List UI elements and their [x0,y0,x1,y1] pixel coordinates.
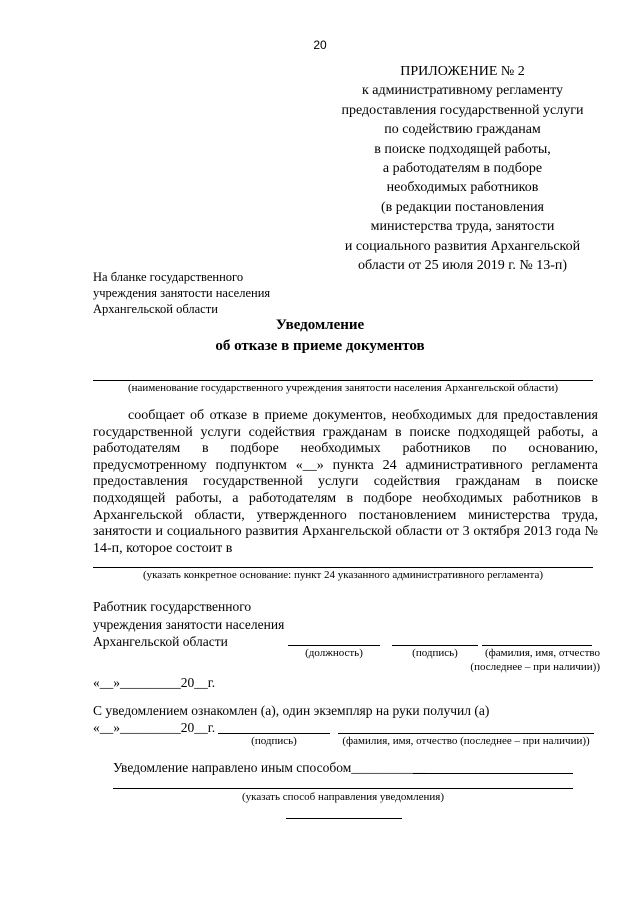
page-number: 20 [313,38,327,52]
institution-caption: (наименование государственного учреждения занятости населения Архангельской области) [127,382,559,394]
appendix-line: и социального развития Архангельской [344,238,581,254]
appendix-line: министерства труда, занятости [370,219,555,235]
document-title: Уведомление [275,317,365,333]
appendix-line: по содействию гражданам [384,122,541,138]
basis-line [93,567,593,568]
acknowledgement-date: «__»_________20__г. [93,720,216,735]
employee-date: «__»_________20__г. [93,675,216,690]
other-method-line [413,773,573,774]
other-method-text: Уведомление направлено иным способом___________ [113,760,426,775]
appendix-line: в поиске подходящей работы, [374,141,551,157]
appendix-line: области от 25 июля 2019 г. № 13-п) [357,258,568,274]
employee-line: Архангельской области [93,634,228,649]
signature-caption: (подпись) [412,647,458,659]
other-method-caption: (указать способ направления уведомления) [242,791,444,803]
acknowledgement-signature-line [218,733,330,734]
name-line [482,645,592,646]
employee-line: учреждения занятости населения [93,616,285,632]
appendix-line: ПРИЛОЖЕНИЕ № 2 [400,64,525,79]
acknowledgement-name-caption: (фамилия, имя, отчество (последнее – при наличии)) [342,735,590,747]
body-paragraph: сообщает об отказе в приеме документов, необходимых для предоставления государственной услуги содействия гражданам в поиске подходящей работы, а работодателям в подборе необходимых работников по основанию, предусмотренному подпунктом «__» пункта 24 административного регламента предоставления государственной услуги содействия гражданам в поиске подходящей работы, а работодателям в подборе необходимых работников в Архангельской области, утвержденного постановлением министерства труда, занятости и социального развития Архангельской области от 3 октября 2013 года № 14-п, которое состоит в [93,408,598,556]
name-caption: (фамилия, имя, отчество [484,647,600,659]
appendix-header [300,62,625,275]
appendix-line: предоставления государственной услуги [341,102,584,118]
acknowledgement-text: С уведомлением ознакомлен (а), один экземпляр на руки получил (а) [93,703,490,718]
signature-line [392,645,478,646]
closing-line [286,818,402,819]
acknowledgement-name-line [338,733,594,734]
institution-name-line [93,380,593,381]
name-caption-note: (последнее – при наличии)) [470,661,600,673]
appendix-line: к административному регламенту [361,83,564,99]
letterhead-line: Архангельской области [93,302,218,316]
basis-caption: (указать конкретное основание: пункт 24 указанного административного регламента) [142,569,544,581]
acknowledgement-signature-caption: (подпись) [251,735,297,747]
other-method-full-line [113,788,573,789]
appendix-line: необходимых работников [386,180,539,196]
employee-line: Работник государственного [93,599,252,614]
letterhead-line: На бланке государственного [93,270,244,284]
letterhead-note [93,269,270,317]
employee-block [93,598,284,651]
position-line [288,645,380,646]
letterhead-line: учреждения занятости населения [93,286,271,300]
position-caption: (должность) [305,647,363,659]
appendix-line: а работодателям в подборе [382,161,543,177]
appendix-line: (в редакции постановления [380,199,545,215]
document-subtitle: об отказе в приеме документов [215,338,425,354]
